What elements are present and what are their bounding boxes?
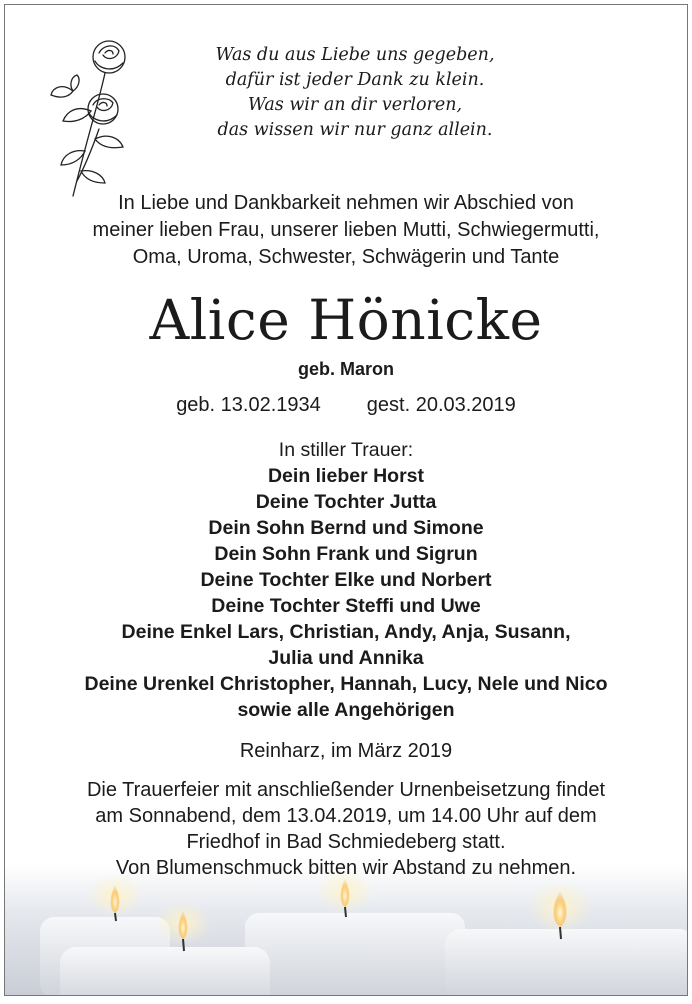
rose-icon: [33, 31, 145, 201]
mourner-line: Deine Enkel Lars, Christian, Andy, Anja, Susann,: [121, 621, 571, 643]
mourners-list: [15, 437, 677, 723]
notice-line: Die Trauerfeier mit anschließender Urnenbeisetzung findet: [86, 779, 606, 801]
deceased-name: Alice Hönicke: [149, 288, 543, 352]
maiden-name: geb. Maron: [297, 359, 394, 379]
candles-icon: [5, 865, 687, 995]
ceremony-notice: [15, 777, 677, 881]
notice-line: Friedhof in Bad Schmiedeberg statt.: [186, 831, 506, 853]
mourner-line: Deine Tochter Jutta: [255, 491, 437, 513]
mourner-line: sowie alle Angehörigen: [237, 699, 455, 721]
mourners-heading: In stiller Trauer:: [278, 439, 414, 461]
intro-text: [25, 190, 667, 271]
mourner-line: Deine Urenkel Christopher, Hannah, Lucy, Nele und Nico: [84, 673, 608, 695]
poem-line: Was wir an dir verloren,: [247, 95, 463, 115]
mourner-line: Deine Tochter Steffi und Uwe: [211, 595, 481, 617]
mourner-line: Dein lieber Horst: [267, 465, 425, 487]
mourner-line: Dein Sohn Frank und Sigrun: [214, 543, 478, 565]
poem-line: dafür ist jeder Dank zu klein.: [225, 70, 485, 90]
death-date: gest. 20.03.2019: [366, 394, 516, 416]
place-date: Reinharz, im März 2019: [239, 740, 453, 762]
mourner-line: Julia und Annika: [268, 647, 424, 669]
intro-line: Oma, Uroma, Schwester, Schwägerin und Tante: [132, 246, 560, 268]
obituary-notice: [4, 4, 688, 996]
mourner-line: Deine Tochter Elke und Norbert: [200, 569, 492, 591]
life-dates: [5, 391, 687, 419]
notice-line: am Sonnabend, dem 13.04.2019, um 14.00 Uhr auf dem: [95, 805, 597, 827]
intro-line: In Liebe und Dankbarkeit nehmen wir Abschied von: [118, 192, 574, 214]
poem-line: Was du aus Liebe uns gegeben,: [215, 45, 495, 65]
poem: [145, 43, 565, 143]
mourner-line: Dein Sohn Bernd und Simone: [208, 517, 484, 539]
poem-line: das wissen wir nur ganz allein.: [217, 120, 493, 140]
intro-line: meiner lieben Frau, unserer lieben Mutti, Schwiegermutti,: [92, 219, 600, 241]
notice-line: Von Blumenschmuck bitten wir Abstand zu nehmen.: [115, 857, 577, 879]
birth-date: geb. 13.02.1934: [176, 394, 321, 416]
